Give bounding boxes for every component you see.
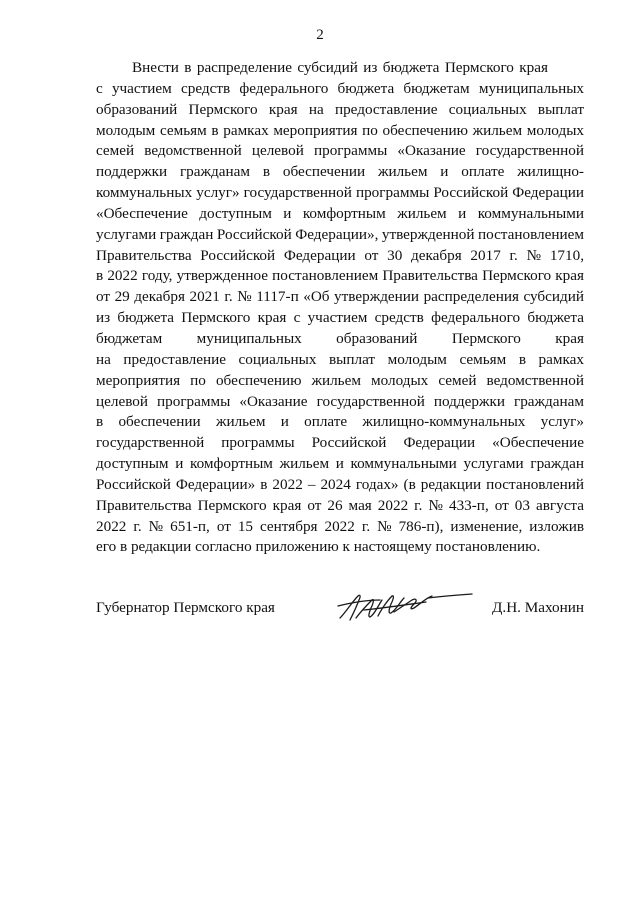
signature-block [96,594,584,630]
body-line: Внести в распределение субсидий из бюджета Пермского края [132,59,548,76]
body-line: мероприятия по обеспечению жильем молодых семей ведомственной [96,371,584,389]
signatory-name: Д.Н. Махонин [492,599,584,616]
page-number: 2 [316,27,324,43]
body-line: в 2022 году, утвержденное постановлением Правительства Пермского края [96,267,584,285]
body-line: в обеспечении жильем и оплате жилищно-коммунальных услуг» [96,413,584,431]
body-line: семей ведомственной целевой программы «Оказание государственной [96,142,584,160]
body-line: услугами граждан Российской Федерации», утвержденной постановлением [96,225,584,243]
body-line: Правительства Российской Федерации от 30 декабря 2017 г. № 1710, [96,246,584,264]
body-line: Правительства Пермского края от 26 мая 2022 г. № 433-п, от 03 августа [96,496,584,514]
signatory-position: Губернатор Пермского края [96,599,275,616]
body-line: его в редакции согласно приложению к настоящему постановлению. [96,538,541,556]
body-line: целевой программы «Оказание государственной поддержки гражданам [96,392,584,410]
body-line: с участием средств федерального бюджета бюджетам муниципальных [96,79,584,97]
body-line: коммунальных услуг» государственной программы Российской Федерации [96,184,584,202]
body-line: «Обеспечение доступным и комфортным жильем и коммунальными [96,204,584,222]
body-line: доступным и комфортным жильем и коммунальными услугами граждан [96,455,584,473]
body-paragraph [96,58,584,558]
body-line: образований Пермского края на предоставление социальных выплат [96,100,584,118]
body-line: на предоставление социальных выплат молодым семьям в рамках [96,350,584,368]
body-line: из бюджета Пермского края с участием средств федерального бюджета [96,309,584,327]
body-line: от 29 декабря 2021 г. № 1117-п «Об утверждении распределения субсидий [96,288,584,306]
body-line: государственной программы Российской Федерации «Обеспечение [96,434,584,452]
body-line: молодым семьям в рамках мероприятия по обеспечению жильем молодых [96,121,584,139]
body-line: бюджетам муниципальных образований Пермского края [96,329,584,347]
body-line: 2022 г. № 651-п, от 15 сентября 2022 г. № 786-п), изменение, изложив [96,517,584,535]
body-line: поддержки гражданам в обеспечении жильем и оплате жилищно- [96,163,584,181]
handwritten-signature [334,588,474,628]
body-line: Российской Федерации» в 2022 – 2024 годах» (в редакции постановлений [96,475,584,493]
